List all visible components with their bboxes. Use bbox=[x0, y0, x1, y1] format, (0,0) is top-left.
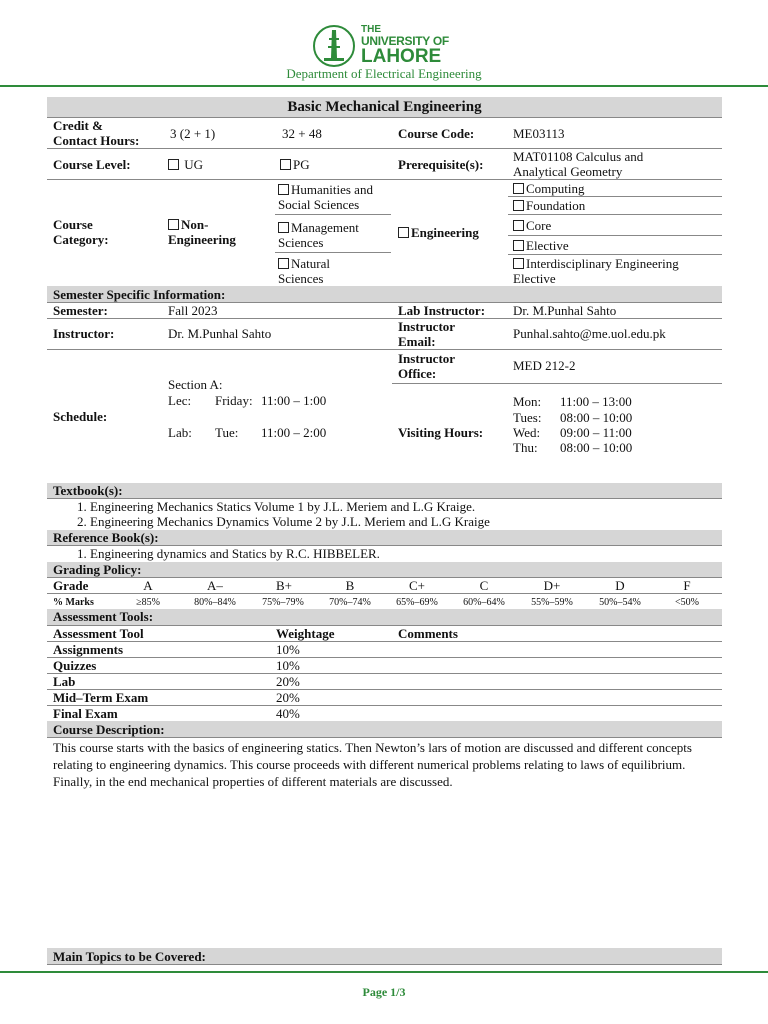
mgmt-label1: Management bbox=[291, 220, 359, 235]
hum-label2: Social Sciences bbox=[278, 197, 360, 212]
checkbox-icon[interactable] bbox=[398, 227, 409, 238]
textbooks-label: Textbook(s): bbox=[53, 483, 123, 498]
assessment-tool: Final Exam bbox=[53, 706, 118, 721]
rule bbox=[508, 254, 722, 255]
checkbox-icon[interactable] bbox=[513, 240, 524, 251]
reference-label: Reference Book(s): bbox=[53, 530, 159, 545]
lab-time: 11:00 – 2:00 bbox=[261, 425, 327, 440]
assessment-tool-header: Assessment Tool bbox=[53, 626, 144, 641]
textbook-item: 2. Engineering Mechanics Dynamics Volume 2 by J.L. Meriem and L.G Kraige bbox=[77, 514, 490, 529]
instructor-email[interactable]: Punhal.sahto@me.uol.edu.pk bbox=[513, 326, 666, 341]
page-number bbox=[0, 985, 768, 1000]
page-current: 1 bbox=[390, 985, 397, 999]
grade-cell: A– bbox=[207, 578, 223, 593]
visiting-time: 08:00 – 10:00 bbox=[560, 440, 633, 455]
marks-cell: 75%–79% bbox=[262, 597, 304, 608]
instructor-label: Instructor: bbox=[53, 326, 115, 341]
category-label2: Category: bbox=[53, 232, 109, 247]
natural-option[interactable] bbox=[278, 256, 330, 271]
foundation-option[interactable] bbox=[513, 198, 585, 213]
computing-label: Computing bbox=[526, 181, 585, 196]
engineering-label: Engineering bbox=[411, 225, 479, 240]
grade-cell: B+ bbox=[275, 578, 292, 593]
office-label2: Office: bbox=[398, 366, 437, 381]
assessment-weight: 20% bbox=[276, 690, 300, 705]
interdisc-label2: Elective bbox=[513, 271, 556, 286]
foundation-label: Foundation bbox=[526, 198, 586, 213]
grading-band bbox=[47, 562, 722, 577]
contact-hours-label: Contact Hours: bbox=[53, 133, 140, 148]
grade-cell: F bbox=[683, 578, 691, 593]
grade-label: Grade bbox=[53, 578, 89, 593]
rule bbox=[275, 214, 391, 215]
visiting-time: 09:00 – 11:00 bbox=[560, 425, 632, 440]
assessment-tool: Mid–Term Exam bbox=[53, 690, 149, 705]
level-ug-label: UG bbox=[184, 157, 204, 172]
elective-label: Elective bbox=[526, 238, 569, 253]
non-eng-label2: Engineering bbox=[168, 232, 236, 247]
nat-label2: Sciences bbox=[278, 271, 324, 286]
marks-cell: 60%–64% bbox=[463, 597, 505, 608]
university-logo bbox=[312, 24, 462, 68]
description-label: Course Description: bbox=[53, 722, 165, 737]
visiting-time: 11:00 – 13:00 bbox=[560, 394, 632, 409]
grade-cell: B bbox=[345, 578, 355, 593]
footer-rule bbox=[0, 971, 768, 973]
grade-cell: D bbox=[615, 578, 625, 593]
header-rule bbox=[0, 85, 768, 87]
minar-logo-icon bbox=[312, 24, 356, 68]
engineering-option[interactable] bbox=[398, 225, 479, 240]
marks-label: % Marks bbox=[53, 597, 94, 608]
checkbox-icon[interactable] bbox=[168, 159, 179, 170]
visiting-day: Tues: bbox=[513, 410, 542, 425]
rule bbox=[47, 318, 722, 319]
elective-option[interactable] bbox=[513, 238, 569, 253]
weightage-header: Weightage bbox=[276, 626, 335, 641]
rule bbox=[47, 302, 722, 303]
credit-label: Credit & bbox=[53, 118, 103, 133]
computing-option[interactable] bbox=[513, 181, 585, 196]
lab-instructor-label: Lab Instructor: bbox=[398, 303, 486, 318]
prerequisite-line1: MAT01108 Calculus and bbox=[513, 149, 644, 164]
level-ug[interactable] bbox=[168, 157, 203, 172]
rule bbox=[47, 349, 722, 350]
rule bbox=[392, 383, 722, 384]
visiting-hours-label: Visiting Hours: bbox=[398, 425, 484, 440]
core-label: Core bbox=[526, 218, 552, 233]
office-value: MED 212-2 bbox=[513, 358, 576, 373]
page-prefix: Page bbox=[362, 985, 391, 999]
assessment-weight: 40% bbox=[276, 706, 300, 721]
rule bbox=[47, 625, 722, 626]
grade-cell: D+ bbox=[543, 578, 561, 593]
page-sep: / bbox=[396, 985, 400, 999]
marks-cell: <50% bbox=[675, 597, 699, 608]
course-code: ME03113 bbox=[513, 126, 565, 141]
reference-item: 1. Engineering dynamics and Statics by R.C. HIBBELER. bbox=[77, 546, 380, 561]
checkbox-icon[interactable] bbox=[278, 184, 289, 195]
marks-cell: 65%–69% bbox=[396, 597, 438, 608]
rule bbox=[47, 737, 722, 738]
lab-label: Lab: bbox=[168, 425, 192, 440]
instructor-value: Dr. M.Punhal Sahto bbox=[168, 326, 272, 341]
lec-label: Lec: bbox=[168, 393, 192, 408]
schedule-label: Schedule: bbox=[53, 409, 108, 424]
checkbox-icon[interactable] bbox=[278, 258, 289, 269]
comments-header: Comments bbox=[398, 626, 458, 641]
lab-instructor-value: Dr. M.Punhal Sahto bbox=[513, 303, 617, 318]
contact-value: 32 + 48 bbox=[282, 126, 322, 141]
non-eng-label1: Non- bbox=[181, 217, 209, 232]
checkbox-icon[interactable] bbox=[168, 219, 179, 230]
checkbox-icon[interactable] bbox=[513, 200, 524, 211]
assessment-weight: 10% bbox=[276, 658, 300, 673]
textbooks-band bbox=[47, 483, 722, 498]
humanities-option[interactable] bbox=[278, 182, 373, 197]
credit-value: 3 (2 + 1) bbox=[170, 126, 216, 141]
checkbox-icon[interactable] bbox=[278, 222, 289, 233]
logo-university-of: UNIVERSITY OF bbox=[361, 34, 449, 48]
semester-value: Fall 2023 bbox=[168, 303, 218, 318]
core-option[interactable] bbox=[513, 218, 551, 233]
lab-day: Tue: bbox=[215, 425, 239, 440]
department-name: Department of Electrical Engineering bbox=[286, 66, 482, 81]
lec-day: Friday: bbox=[215, 393, 253, 408]
checkbox-icon[interactable] bbox=[513, 258, 524, 269]
visiting-day: Mon: bbox=[513, 394, 542, 409]
rule bbox=[47, 641, 722, 642]
assessment-label: Assessment Tools: bbox=[53, 609, 154, 624]
rule bbox=[508, 235, 722, 236]
assessment-weight: 20% bbox=[276, 674, 300, 689]
course-code-label: Course Code: bbox=[398, 126, 475, 141]
visiting-time: 08:00 – 10:00 bbox=[560, 410, 633, 425]
marks-cell: 55%–59% bbox=[531, 597, 573, 608]
rule bbox=[508, 196, 722, 197]
textbook-item: 1. Engineering Mechanics Statics Volume 1 by J.L. Meriem and L.G Kraige. bbox=[77, 499, 476, 514]
marks-cell: ≥85% bbox=[136, 597, 160, 608]
checkbox-icon[interactable] bbox=[280, 159, 291, 170]
office-label1: Instructor bbox=[398, 351, 456, 366]
email-label2: Email: bbox=[398, 334, 436, 349]
interdisciplinary-option[interactable] bbox=[513, 256, 679, 271]
rule bbox=[47, 964, 722, 965]
rule bbox=[275, 252, 391, 253]
assessment-tool: Quizzes bbox=[53, 658, 97, 673]
visiting-day: Thu: bbox=[513, 440, 538, 455]
rule bbox=[47, 689, 722, 690]
schedule-section: Section A: bbox=[168, 377, 223, 392]
rule bbox=[47, 705, 722, 706]
interdisc-label1: Interdisciplinary Engineering bbox=[526, 256, 679, 271]
page-total: 3 bbox=[399, 985, 406, 999]
marks-cell: 70%–74% bbox=[329, 597, 371, 608]
management-option[interactable] bbox=[278, 220, 359, 235]
course-description: This course starts with the basics of engineering statics. Then Newton’s lars of motion are discussed and different concepts relating to engineering dynamics. This course proceeds with different numerical problems relating to laws of equilibrium. Finally, in the end mechanical properties of different materials are discussed. bbox=[53, 740, 692, 789]
logo-the: THE bbox=[361, 24, 381, 35]
assessment-tool: Lab bbox=[53, 674, 76, 689]
nat-label1: Natural bbox=[291, 256, 330, 271]
level-pg[interactable] bbox=[280, 157, 310, 172]
non-engineering-option[interactable] bbox=[168, 217, 208, 232]
marks-cell: 80%–84% bbox=[194, 597, 236, 608]
prerequisite-label: Prerequisite(s): bbox=[398, 157, 484, 172]
lec-time: 11:00 – 1:00 bbox=[261, 393, 327, 408]
rule bbox=[47, 673, 722, 674]
mgmt-label2: Sciences bbox=[278, 235, 324, 250]
assessment-weight: 10% bbox=[276, 642, 300, 657]
course-level-label: Course Level: bbox=[53, 157, 131, 172]
semester-section-label: Semester Specific Information: bbox=[53, 287, 226, 302]
level-pg-label: PG bbox=[293, 157, 310, 172]
course-title: Basic Mechanical Engineering bbox=[287, 99, 482, 115]
prerequisite-line2: Analytical Geometry bbox=[513, 164, 623, 179]
rule bbox=[508, 214, 722, 215]
grading-label: Grading Policy: bbox=[53, 562, 142, 577]
topics-label: Main Topics to be Covered: bbox=[53, 949, 206, 964]
logo-lahore: LAHORE bbox=[361, 46, 442, 67]
grade-cell: A bbox=[143, 578, 153, 593]
rule bbox=[47, 657, 722, 658]
marks-cell: 50%–54% bbox=[599, 597, 641, 608]
rule bbox=[47, 117, 722, 118]
checkbox-icon[interactable] bbox=[513, 183, 524, 194]
grade-cell: C+ bbox=[408, 578, 425, 593]
rule bbox=[47, 179, 722, 180]
checkbox-icon[interactable] bbox=[513, 220, 524, 231]
visiting-day: Wed: bbox=[513, 425, 541, 440]
rule bbox=[47, 593, 722, 594]
hum-label1: Humanities and bbox=[291, 182, 373, 197]
grade-cell: C bbox=[479, 578, 489, 593]
semester-label: Semester: bbox=[53, 303, 108, 318]
email-label1: Instructor bbox=[398, 319, 456, 334]
category-label1: Course bbox=[53, 217, 93, 232]
assessment-tool: Assignments bbox=[53, 642, 124, 657]
